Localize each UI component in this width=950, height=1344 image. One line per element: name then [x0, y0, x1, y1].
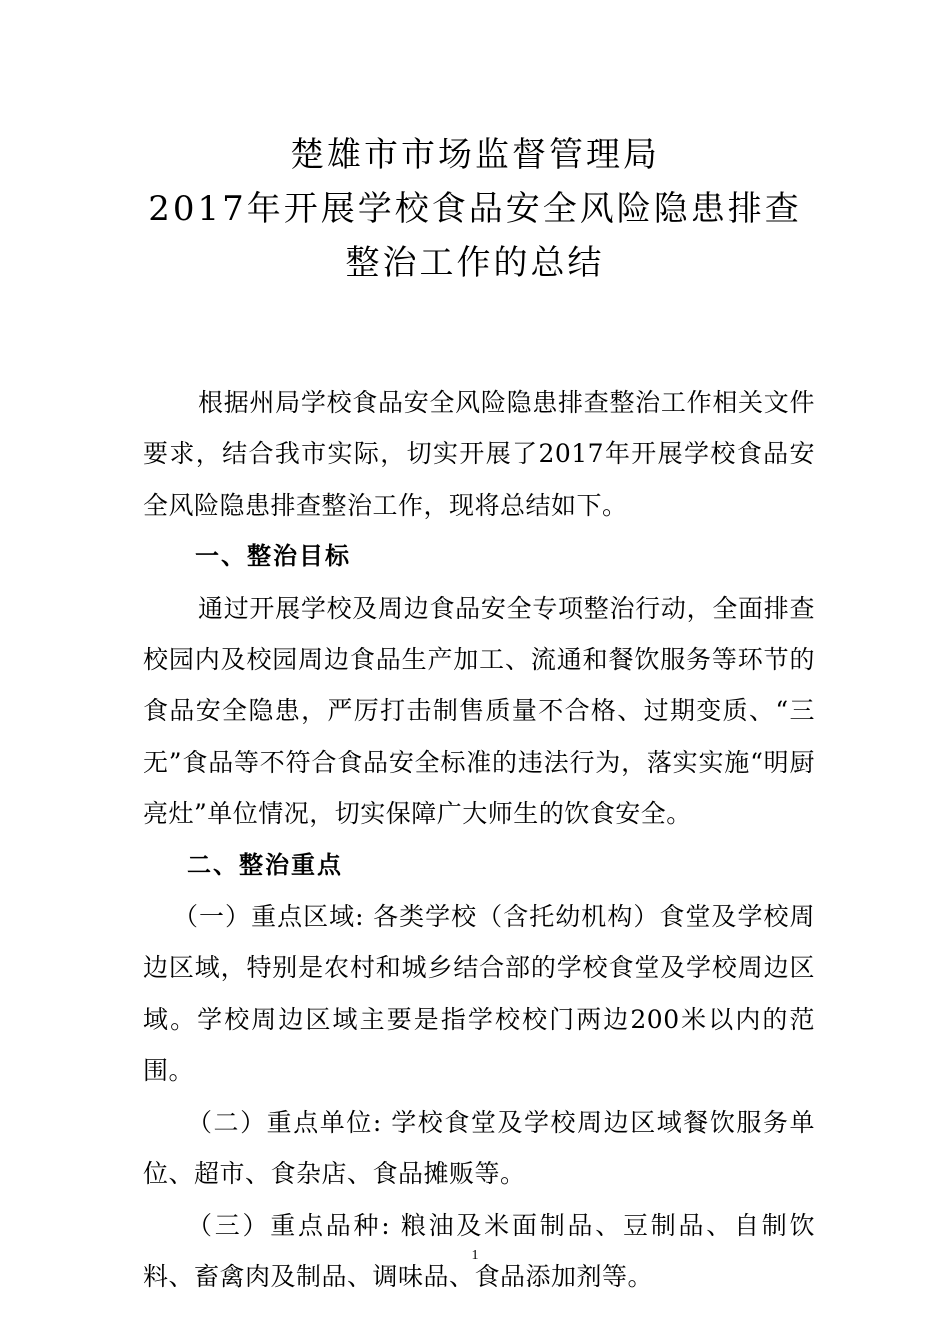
section-1-paragraph: 通过开展学校及周边食品安全专项整治行动，全面排查校园内及校园周边食品生产加工、流通和餐饮服务等环节的食品安全隐患，严厉打击制售质量不合格、过期变质、“三无”食品等不符合食品安全标准的违法行为，落实实施“明厨亮灶”单位情况，切实保障广大师生的饮食安全。 [143, 593, 815, 829]
key-units-paragraph: （二）重点单位: 学校食堂及学校周边区域餐饮服务单位、超市、食杂店、食品摊贩等。 [143, 1107, 815, 1189]
section-2-heading: 二、整治重点 [187, 850, 343, 879]
title-line-2: 2017年开展学校食品安全风险隐患排查 [148, 189, 802, 229]
key-products-paragraph: （三）重点品种: 粮油及米面制品、豆制品、自制饮料、畜禽肉及制品、调味品、食品添加剂等。 [143, 1210, 815, 1291]
key-area-paragraph: （一）重点区域: 各类学校（含托幼机构）食堂及学校周边区域，特别是农村和城乡结合部的学校食堂及学校周边区域。学校周边区域主要是指学校校门两边200米以内的范围。 [143, 902, 815, 1086]
document-body [143, 377, 815, 1302]
page-number: 1 [471, 1248, 479, 1263]
title-line-3: 整治工作的总结 [345, 243, 605, 283]
section-1-heading: 一、整治目标 [195, 542, 351, 571]
document-title [0, 128, 950, 290]
title-line-1: 楚雄市市场监督管理局 [290, 135, 660, 175]
intro-paragraph: 根据州局学校食品安全风险隐患排查整治工作相关文件要求，结合我市实际，切实开展了2017年开展学校食品安全风险隐患排查整治工作，现将总结如下。 [143, 388, 815, 520]
